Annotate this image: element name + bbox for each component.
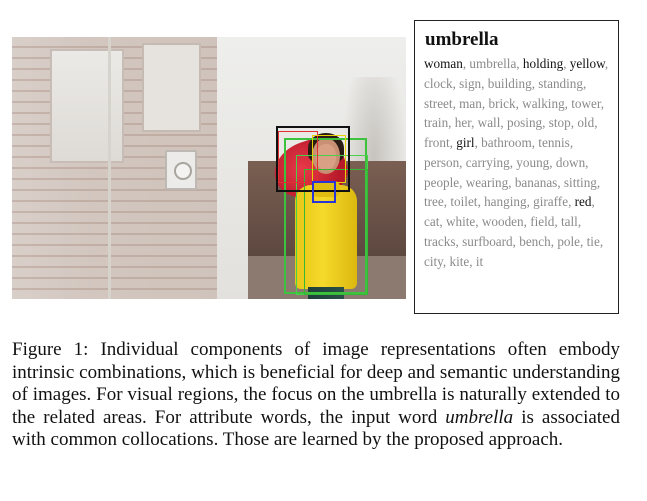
- word-item: train: [424, 115, 449, 131]
- wall-window-2: [142, 43, 201, 132]
- word-item: bathroom: [481, 135, 532, 150]
- sign-circle: [174, 162, 192, 180]
- word-item: old: [577, 115, 595, 131]
- street-sign: [165, 150, 197, 190]
- word-item: red: [574, 194, 592, 210]
- word-item: yellow: [569, 56, 605, 71]
- word-item: sign: [459, 75, 482, 91]
- word-panel: [414, 20, 619, 314]
- wall-window: [50, 49, 124, 163]
- word-item: person: [424, 154, 460, 170]
- word-item: front: [424, 135, 450, 150]
- word-item: wall: [477, 115, 501, 131]
- word-item: posing: [506, 115, 543, 131]
- panel-title: umbrella: [425, 29, 499, 50]
- word-item: holding: [522, 56, 564, 71]
- caption-paragraph: [12, 339, 620, 452]
- word-item: wooden: [481, 214, 524, 229]
- word-item: her: [454, 115, 472, 131]
- figure-caption: [12, 339, 620, 452]
- word-item: surfboard: [462, 233, 513, 249]
- word-item: people: [424, 174, 460, 190]
- word-item: building: [487, 75, 532, 91]
- word-item: woman: [424, 56, 463, 71]
- word-item: carrying: [465, 154, 510, 170]
- word-item: street: [424, 95, 453, 111]
- word-item: toilet: [450, 194, 478, 210]
- word-item: bananas: [514, 174, 558, 190]
- word-item: down: [555, 154, 586, 170]
- word-item: tracks: [424, 233, 456, 249]
- word-item: wearing: [465, 174, 509, 190]
- word-item: cat: [424, 214, 440, 229]
- word-item: girl: [456, 135, 475, 150]
- word-item: city: [424, 253, 443, 269]
- word-item: brick: [488, 95, 516, 111]
- word-item: kite: [449, 253, 470, 269]
- street-pole: [108, 37, 111, 299]
- caption-text-end: is associated with common collocations. Those are learned by the proposed approach.: [12, 406, 620, 450]
- word-item: umbrella: [469, 56, 517, 71]
- word-item: sitting: [563, 174, 597, 190]
- word-item: it: [475, 253, 484, 269]
- word-item: tie: [586, 233, 600, 249]
- attention-box-blue: [312, 181, 336, 203]
- word-item: bench: [519, 233, 551, 249]
- figure-photo: [12, 37, 406, 299]
- word-item: young: [516, 154, 550, 170]
- word-item: man: [459, 95, 482, 111]
- word-item: standing: [538, 75, 583, 91]
- word-item: white: [445, 214, 476, 229]
- word-list: woman, umbrella, holding, yellow, clock, sign, building, standing, street, man, brick, walking, tower, train, her, wall, posing, stop, old, front, girl, bathroom, tennis, person, carrying, young, down, people, wearing, bananas, sitting, tree, toilet, hanging, giraffe, red, cat, white, wooden, field, tall, tracks, surfboard, bench, pole, tie, city, kite, it: [424, 56, 609, 269]
- word-item: hanging: [484, 194, 527, 210]
- attention-box-yellow: [312, 135, 346, 183]
- caption-text: Individual components of image representations often embody intrinsic combinations, which is beneficial for deep and semantic understanding of images. For visual regions, the focus on the umbrella is naturally extended to the related areas. For attribute words, the input word: [12, 339, 620, 428]
- word-item: tree: [424, 194, 444, 210]
- word-item: stop: [548, 115, 571, 131]
- word-item: clock: [424, 75, 453, 91]
- word-item: tennis: [538, 135, 570, 150]
- word-item: tower: [571, 95, 601, 111]
- word-item: giraffe: [533, 194, 569, 210]
- word-item: pole: [557, 233, 581, 249]
- caption-label: Figure 1:: [12, 339, 89, 360]
- word-item: walking: [522, 95, 565, 111]
- word-item: tall: [561, 214, 578, 229]
- caption-italic-word: umbrella: [445, 406, 514, 428]
- word-item: field: [530, 214, 555, 229]
